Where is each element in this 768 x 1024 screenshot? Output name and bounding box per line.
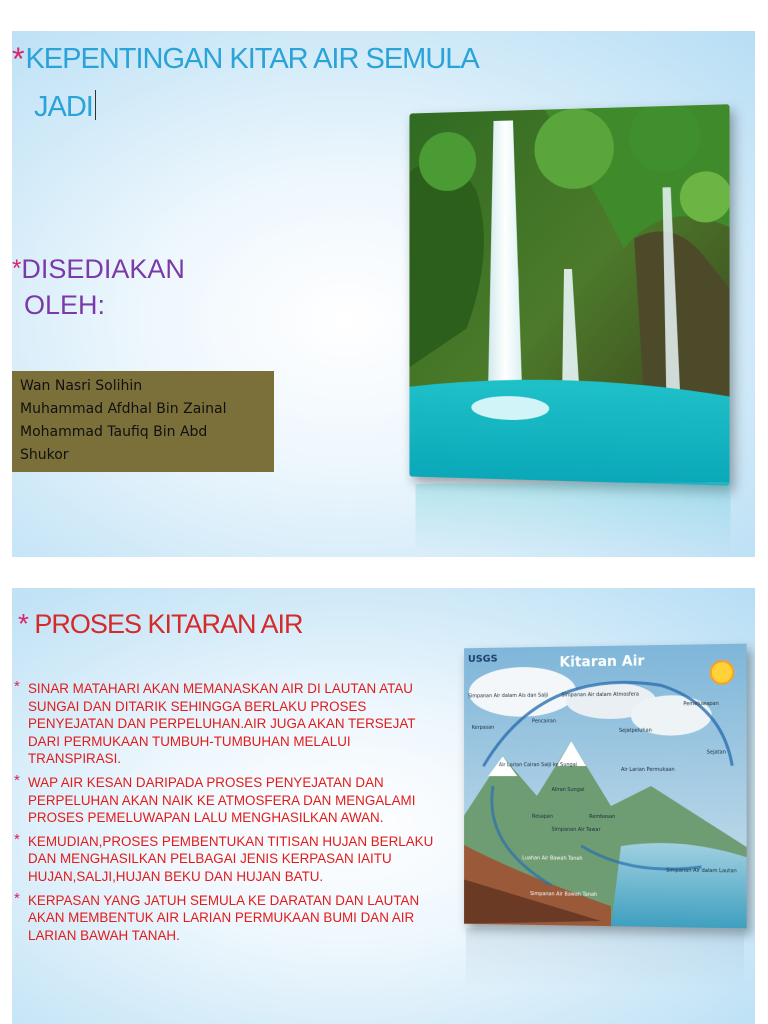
bullet-star: *: [14, 771, 20, 789]
title-bullet-star: *: [18, 608, 28, 639]
label-lake: Simpanan Air Tawar: [551, 826, 601, 834]
name-line: Wan Nasri Solihin: [20, 378, 143, 394]
diagram-reflection: [466, 928, 744, 988]
bullet-item: [14, 771, 446, 827]
bullet-item: [14, 680, 446, 768]
usgs-logo: USGS: [467, 653, 498, 665]
bullet-item: [14, 889, 446, 945]
label-groundwater-flow: Luahan Air Bawah Tanah: [522, 855, 583, 862]
title-line-1: KEPENTINGAN KITAR AIR SEMULA: [25, 43, 479, 75]
bullet-star: *: [14, 889, 20, 907]
label-surface-runoff: Air Larian Permukaan: [620, 766, 675, 773]
label-sublimation: Sejatpeluhan: [618, 727, 652, 734]
waterfall-photo: [409, 104, 729, 486]
label-condensation: Pemeluwapan: [683, 700, 719, 708]
bullet-list: [14, 680, 446, 950]
name-line: Shukor: [20, 447, 69, 463]
diagram-title: Kitaran Air: [559, 653, 645, 671]
label-evaporation: Sejatan: [706, 749, 726, 756]
title-bullet-star: *: [12, 41, 24, 77]
prepared-by-heading: [12, 251, 272, 323]
slide-2-title: [18, 604, 438, 644]
label-ocean: Simpanan Air dalam Lautan: [666, 867, 737, 875]
label-infiltration: Resapan: [531, 813, 553, 820]
title-line-2: JADI: [34, 91, 93, 123]
label-ice-snow: Simpanan Air dalam Ais dan Salji: [467, 692, 549, 700]
title-text: PROSES KITARAN AIR: [34, 609, 303, 639]
prepared-line-1: DISEDIAKAN: [21, 254, 185, 284]
name-line: Muhammad Afdhal Bin Zainal: [20, 401, 227, 417]
bullet-text: KERPASAN YANG JATUH SEMULA KE DARATAN DAN LAUTAN AKAN MEMBENTUK AIR LARIAN PERMUKAAN BUMI DAN AIR LARIAN BAWAH TANAH.: [28, 892, 420, 943]
slide-2: [12, 588, 755, 1024]
bullet-text: SINAR MATAHARI AKAN MEMANASKAN AIR DI LAUTAN ATAU SUNGAI DAN DITARIK SEHINGGA BERLAKU PROSES PENYEJATAN DAN PERPELUHAN.AIR JUGA AKAN TERSEJAT DARI PERMUKAAN TUMBUH-TUMBUHAN MELALUI TRANSPIRASI.: [28, 681, 416, 767]
prepared-line-2: OLEH:: [24, 290, 106, 320]
bullet-text: KEMUDIAN,PROSES PEMBENTUKAN TITISAN HUJAN BERLAKU DAN MENGHASILKAN PELBAGAI JENIS KERPASAN IAITU HUJAN,SALJI,HUJAN BEKU DAN HUJAN BATU.: [28, 833, 434, 884]
water-cycle-diagram: [464, 644, 747, 929]
bullet-text: WAP AIR KESAN DARIPADA PROSES PENYEJATAN DAN PERPELUHAN AKAN NAIK KE ATMOSFERA DAN MENGALAMI PROSES PEMELUWAPAN LALU MENGHASILKAN AWAN.: [28, 774, 416, 826]
bullet-star: *: [14, 678, 20, 695]
name-line: Mohammad Taufiq Bin Abd: [20, 424, 208, 440]
label-atmosphere: Simpanan Air dalam Atmosfera: [561, 691, 639, 699]
slide-1: [12, 31, 755, 557]
label-precipitation: Kerpasan: [471, 724, 495, 731]
photo-reflection: [415, 482, 730, 554]
bullet-star: *: [14, 830, 20, 848]
text-cursor: [95, 90, 96, 120]
names-box: [12, 371, 274, 472]
label-snowmelt: Air Larian Cairan Salji ke Sungai: [498, 762, 578, 769]
label-melt: Pencairan: [531, 718, 557, 725]
label-ground-storage: Simpanan Air Bawah Tanah: [530, 891, 598, 898]
sun-icon: [711, 661, 733, 684]
prepared-bullet-star: *: [12, 255, 22, 282]
label-streamflow: Aliran Sungai: [551, 786, 585, 794]
label-seepage: Rembesan: [589, 813, 616, 821]
bullet-item: [14, 830, 446, 886]
